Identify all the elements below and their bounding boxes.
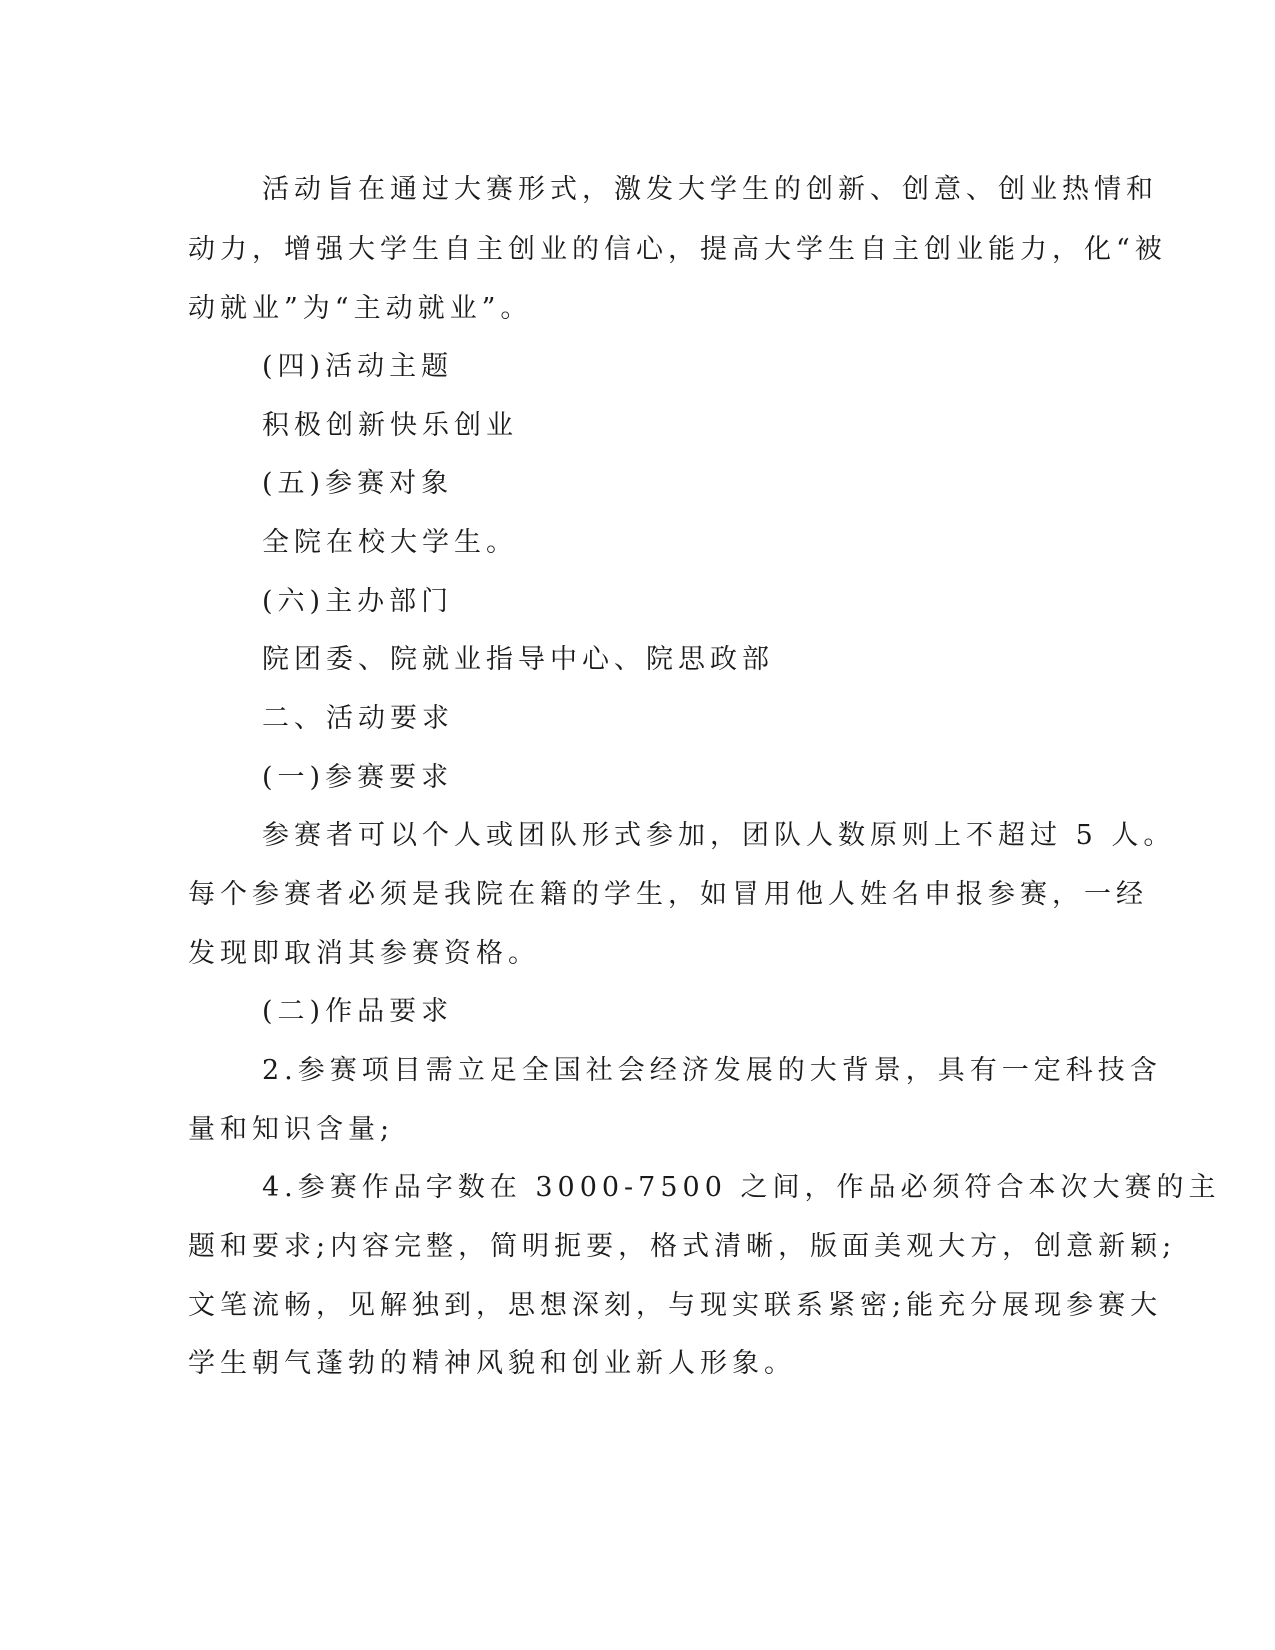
paragraph-line: 积极创新快乐创业 bbox=[262, 410, 518, 441]
paragraph-line: 每个参赛者必须是我院在籍的学生，如冒用他人姓名申报参赛，一经 bbox=[188, 879, 1148, 910]
paragraph-line: 动力，增强大学生自主创业的信心，提高大学生自主创业能力，化“被 bbox=[188, 234, 1167, 265]
paragraph-line: 量和知识含量; bbox=[188, 1114, 395, 1145]
paragraph-line: 院团委、院就业指导中心、院思政部 bbox=[262, 644, 774, 675]
section-heading: (四)活动主题 bbox=[262, 351, 454, 382]
paragraph-line: 活动旨在通过大赛形式，激发大学生的创新、创意、创业热情和 bbox=[262, 174, 1158, 205]
paragraph-line: 题和要求;内容完整，简明扼要，格式清晰，版面美观大方，创意新颖; bbox=[188, 1231, 1177, 1262]
section-heading: (五)参赛对象 bbox=[262, 468, 454, 499]
paragraph-line: 4.参赛作品字数在 3000-7500 之间，作品必须符合本次大赛的主 bbox=[262, 1172, 1221, 1203]
paragraph-line: 学生朝气蓬勃的精神风貌和创业新人形象。 bbox=[188, 1348, 796, 1379]
section-heading: (二)作品要求 bbox=[262, 996, 454, 1027]
paragraph-line: 全院在校大学生。 bbox=[262, 527, 518, 558]
paragraph-line: 文笔流畅，见解独到，思想深刻，与现实联系紧密;能充分展现参赛大 bbox=[188, 1290, 1163, 1321]
section-heading: (一)参赛要求 bbox=[262, 762, 454, 793]
section-heading: 二、活动要求 bbox=[262, 703, 454, 734]
paragraph-line: 动就业”为“主动就业”。 bbox=[188, 293, 533, 324]
paragraph-line: 2.参赛项目需立足全国社会经济发展的大背景，具有一定科技含 bbox=[262, 1055, 1162, 1086]
paragraph-line: 参赛者可以个人或团队形式参加，团队人数原则上不超过 5 人。 bbox=[262, 820, 1176, 851]
paragraph-line: 发现即取消其参赛资格。 bbox=[188, 938, 540, 969]
section-heading: (六)主办部门 bbox=[262, 586, 454, 617]
